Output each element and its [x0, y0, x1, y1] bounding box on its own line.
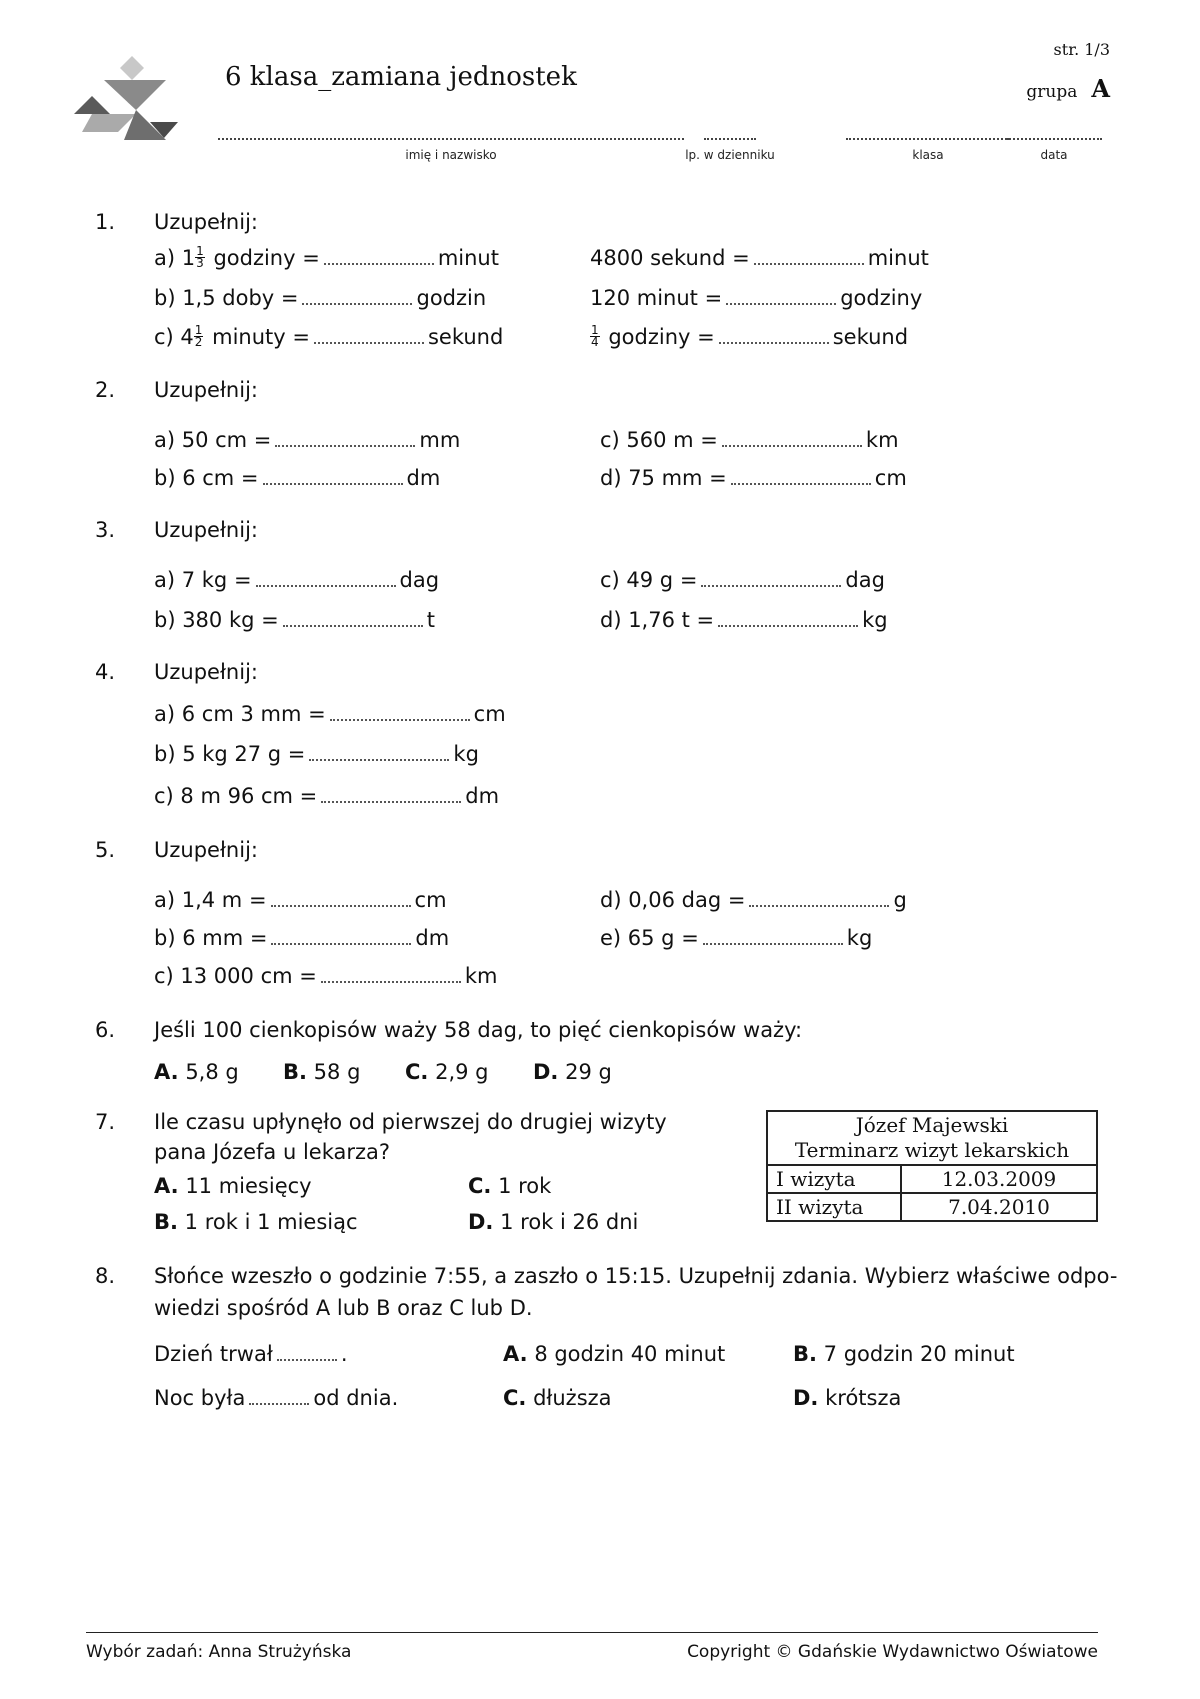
q1-c-left-text: c) 4: [154, 325, 194, 349]
q6-prompt: Jeśli 100 cienkopisów waży 58 dag, to pięć cienkopisów waży:: [154, 1018, 803, 1042]
q8-option-b[interactable]: B. 7 godzin 20 minut: [793, 1342, 1015, 1366]
q4-item-a: a) 6 cm 3 mm = cm: [154, 702, 506, 726]
name-field-caption: imię i nazwisko: [405, 148, 497, 162]
table-row: [767, 1165, 1097, 1193]
q4-prompt: Uzupełnij:: [154, 660, 258, 684]
q7-number: 7.: [95, 1110, 116, 1134]
q1-prompt: Uzupełnij:: [154, 210, 258, 234]
q3-item-d: d) 1,76 t = kg: [600, 608, 888, 632]
table-header-cell: [767, 1111, 1097, 1165]
q5-item-c: c) 13 000 cm = km: [154, 964, 498, 988]
answer-blank[interactable]: [256, 584, 396, 587]
q1-item-a-left: [154, 243, 499, 271]
q5-item-d: d) 0,06 dag = g: [600, 888, 907, 912]
visit-label-cell: II wizyta: [767, 1193, 901, 1221]
q1-b-left-text: b) 1,5 doby =: [154, 286, 299, 310]
q2-item-b: b) 6 cm = dm: [154, 466, 441, 490]
answer-blank[interactable]: [275, 444, 415, 447]
answer-blank[interactable]: [277, 1358, 337, 1361]
q8-option-d[interactable]: D. krótsza: [793, 1386, 902, 1410]
q7-prompt-line1: Ile czasu upłynęło od pierwszej do drugiej wizyty: [154, 1110, 667, 1134]
group-label: grupa: [1026, 82, 1078, 102]
q1-b-right-text: 120 minut =: [590, 286, 723, 310]
q8-option-a[interactable]: A. 8 godzin 40 minut: [503, 1342, 726, 1366]
answer-blank[interactable]: [330, 718, 470, 721]
q2-prompt: Uzupełnij:: [154, 378, 258, 402]
q4-item-b: b) 5 kg 27 g = kg: [154, 742, 479, 766]
q3-number: 3.: [95, 518, 116, 542]
q3-item-a: a) 7 kg = dag: [154, 568, 440, 592]
q1-item-c-left: [154, 322, 504, 350]
q2-item-c: c) 560 m = km: [600, 428, 899, 452]
q1-c-right-unit: sekund: [832, 325, 909, 349]
q8-prompt-line1: Słońce wzeszło o godzinie 7:55, a zaszło o 15:15. Uzupełnij zdania. Wybierz właściwe odpo-: [154, 1264, 1118, 1288]
q6-number: 6.: [95, 1018, 116, 1042]
q1-b-right-unit: godziny: [840, 286, 923, 310]
name-field[interactable]: [218, 124, 684, 162]
footer-divider: [86, 1632, 1098, 1633]
q1-c-left-text2: minuty =: [212, 325, 310, 349]
answer-blank[interactable]: [271, 942, 411, 945]
q1-number: 1.: [95, 210, 116, 234]
q4-item-c: c) 8 m 96 cm = dm: [154, 784, 500, 808]
answer-blank[interactable]: [283, 624, 423, 627]
q8-sentence-1: Dzień trwał .: [154, 1342, 348, 1366]
table-title-schedule: Terminarz wizyt lekarskich: [794, 1138, 1070, 1162]
answer-blank[interactable]: [749, 904, 889, 907]
page-number: str. 1/3: [1053, 40, 1110, 59]
answer-blank[interactable]: [726, 302, 836, 305]
visit-label-cell: I wizyta: [767, 1165, 901, 1193]
q1-a-right-text: 4800 sekund =: [590, 246, 750, 270]
answer-blank[interactable]: [302, 302, 412, 305]
q6-option-d[interactable]: D. 29 g: [533, 1060, 612, 1084]
q1-b-left-unit: godzin: [416, 286, 487, 310]
answer-blank[interactable]: [249, 1402, 309, 1405]
q7-prompt-line2: pana Józefa u lekarza?: [154, 1140, 391, 1164]
answer-blank[interactable]: [718, 624, 858, 627]
q1-item-a-right: [590, 246, 929, 270]
q1-item-c-right: [590, 322, 909, 350]
fraction-one-third: $\frac{1}{3}$: [196, 243, 204, 270]
answer-blank[interactable]: [324, 262, 434, 265]
table-row: [767, 1111, 1097, 1165]
q8-option-c[interactable]: C. dłuższa: [503, 1386, 612, 1410]
answer-blank[interactable]: [701, 584, 841, 587]
q8-prompt-line2: wiedzi spośród A lub B oraz C lub D.: [154, 1296, 533, 1320]
q8-sentence-2: Noc była od dnia.: [154, 1386, 399, 1410]
visit-date-cell: 12.03.2009: [901, 1165, 1097, 1193]
answer-blank[interactable]: [271, 904, 411, 907]
group-value: A: [1091, 74, 1110, 103]
q2-number: 2.: [95, 378, 116, 402]
q6-option-a[interactable]: A. 5,8 g: [154, 1060, 239, 1084]
answer-blank[interactable]: [263, 482, 403, 485]
q2-item-d: d) 75 mm = cm: [600, 466, 907, 490]
q7-option-d[interactable]: D. 1 rok i 26 dni: [468, 1210, 639, 1234]
q5-item-e: e) 65 g = kg: [600, 926, 873, 950]
answer-blank[interactable]: [722, 444, 862, 447]
q5-prompt: Uzupełnij:: [154, 838, 258, 862]
q1-item-b-right: [590, 286, 922, 310]
answer-blank[interactable]: [321, 980, 461, 983]
worksheet-title: 6 klasa_zamiana jednostek: [225, 62, 577, 92]
answer-blank[interactable]: [719, 341, 829, 344]
q6-option-b[interactable]: B. 58 g: [283, 1060, 361, 1084]
q1-a-left-text: a) 1: [154, 246, 196, 270]
q3-item-b: b) 380 kg = t: [154, 608, 435, 632]
class-field[interactable]: [846, 124, 1010, 162]
q1-a-left-unit: minut: [437, 246, 499, 270]
footer-author: Wybór zadań: Anna Strużyńska: [86, 1642, 352, 1662]
q1-a-right-unit: minut: [867, 246, 929, 270]
q7-option-a[interactable]: A. 11 miesięcy: [154, 1174, 312, 1198]
q7-option-c[interactable]: C. 1 rok: [468, 1174, 552, 1198]
visit-date-cell: 7.04.2010: [901, 1193, 1097, 1221]
q5-number: 5.: [95, 838, 116, 862]
q1-item-b-left: [154, 286, 486, 310]
q3-item-c: c) 49 g = dag: [600, 568, 885, 592]
q3-prompt: Uzupełnij:: [154, 518, 258, 542]
publisher-logo: [74, 56, 178, 146]
q4-number: 4.: [95, 660, 116, 684]
visit-schedule-table: [766, 1110, 1098, 1222]
date-field-caption: data: [1040, 148, 1068, 162]
q8-number: 8.: [95, 1264, 116, 1288]
answer-blank[interactable]: [731, 482, 871, 485]
date-field[interactable]: [1006, 124, 1102, 162]
footer-copyright: Copyright © Gdańskie Wydawnictwo Oświatowe: [687, 1642, 1098, 1662]
q1-c-right-text: godziny =: [608, 325, 715, 349]
answer-blank[interactable]: [321, 800, 461, 803]
q2-item-a: a) 50 cm = mm: [154, 428, 461, 452]
q6-option-c[interactable]: C. 2,9 g: [405, 1060, 489, 1084]
q5-item-a: a) 1,4 m = cm: [154, 888, 447, 912]
q1-a-left-text2: godziny =: [213, 246, 320, 270]
fraction-one-half: $\frac{1}{2}$: [194, 322, 203, 349]
q1-c-left-unit: sekund: [427, 325, 504, 349]
answer-blank[interactable]: [314, 341, 424, 344]
answer-blank[interactable]: [754, 262, 864, 265]
table-title-name: Józef Majewski: [855, 1113, 1009, 1137]
fraction-one-quarter: $\frac{1}{4}$: [591, 322, 599, 349]
q5-item-b: b) 6 mm = dm: [154, 926, 450, 950]
register-number-caption: lp. w dzienniku: [685, 148, 775, 162]
table-row: [767, 1193, 1097, 1221]
class-field-caption: klasa: [912, 148, 944, 162]
answer-blank[interactable]: [703, 942, 843, 945]
answer-blank[interactable]: [309, 758, 449, 761]
register-number-field[interactable]: [640, 124, 820, 162]
group-indicator: [1026, 74, 1110, 103]
q7-option-b[interactable]: B. 1 rok i 1 miesiąc: [154, 1210, 358, 1234]
